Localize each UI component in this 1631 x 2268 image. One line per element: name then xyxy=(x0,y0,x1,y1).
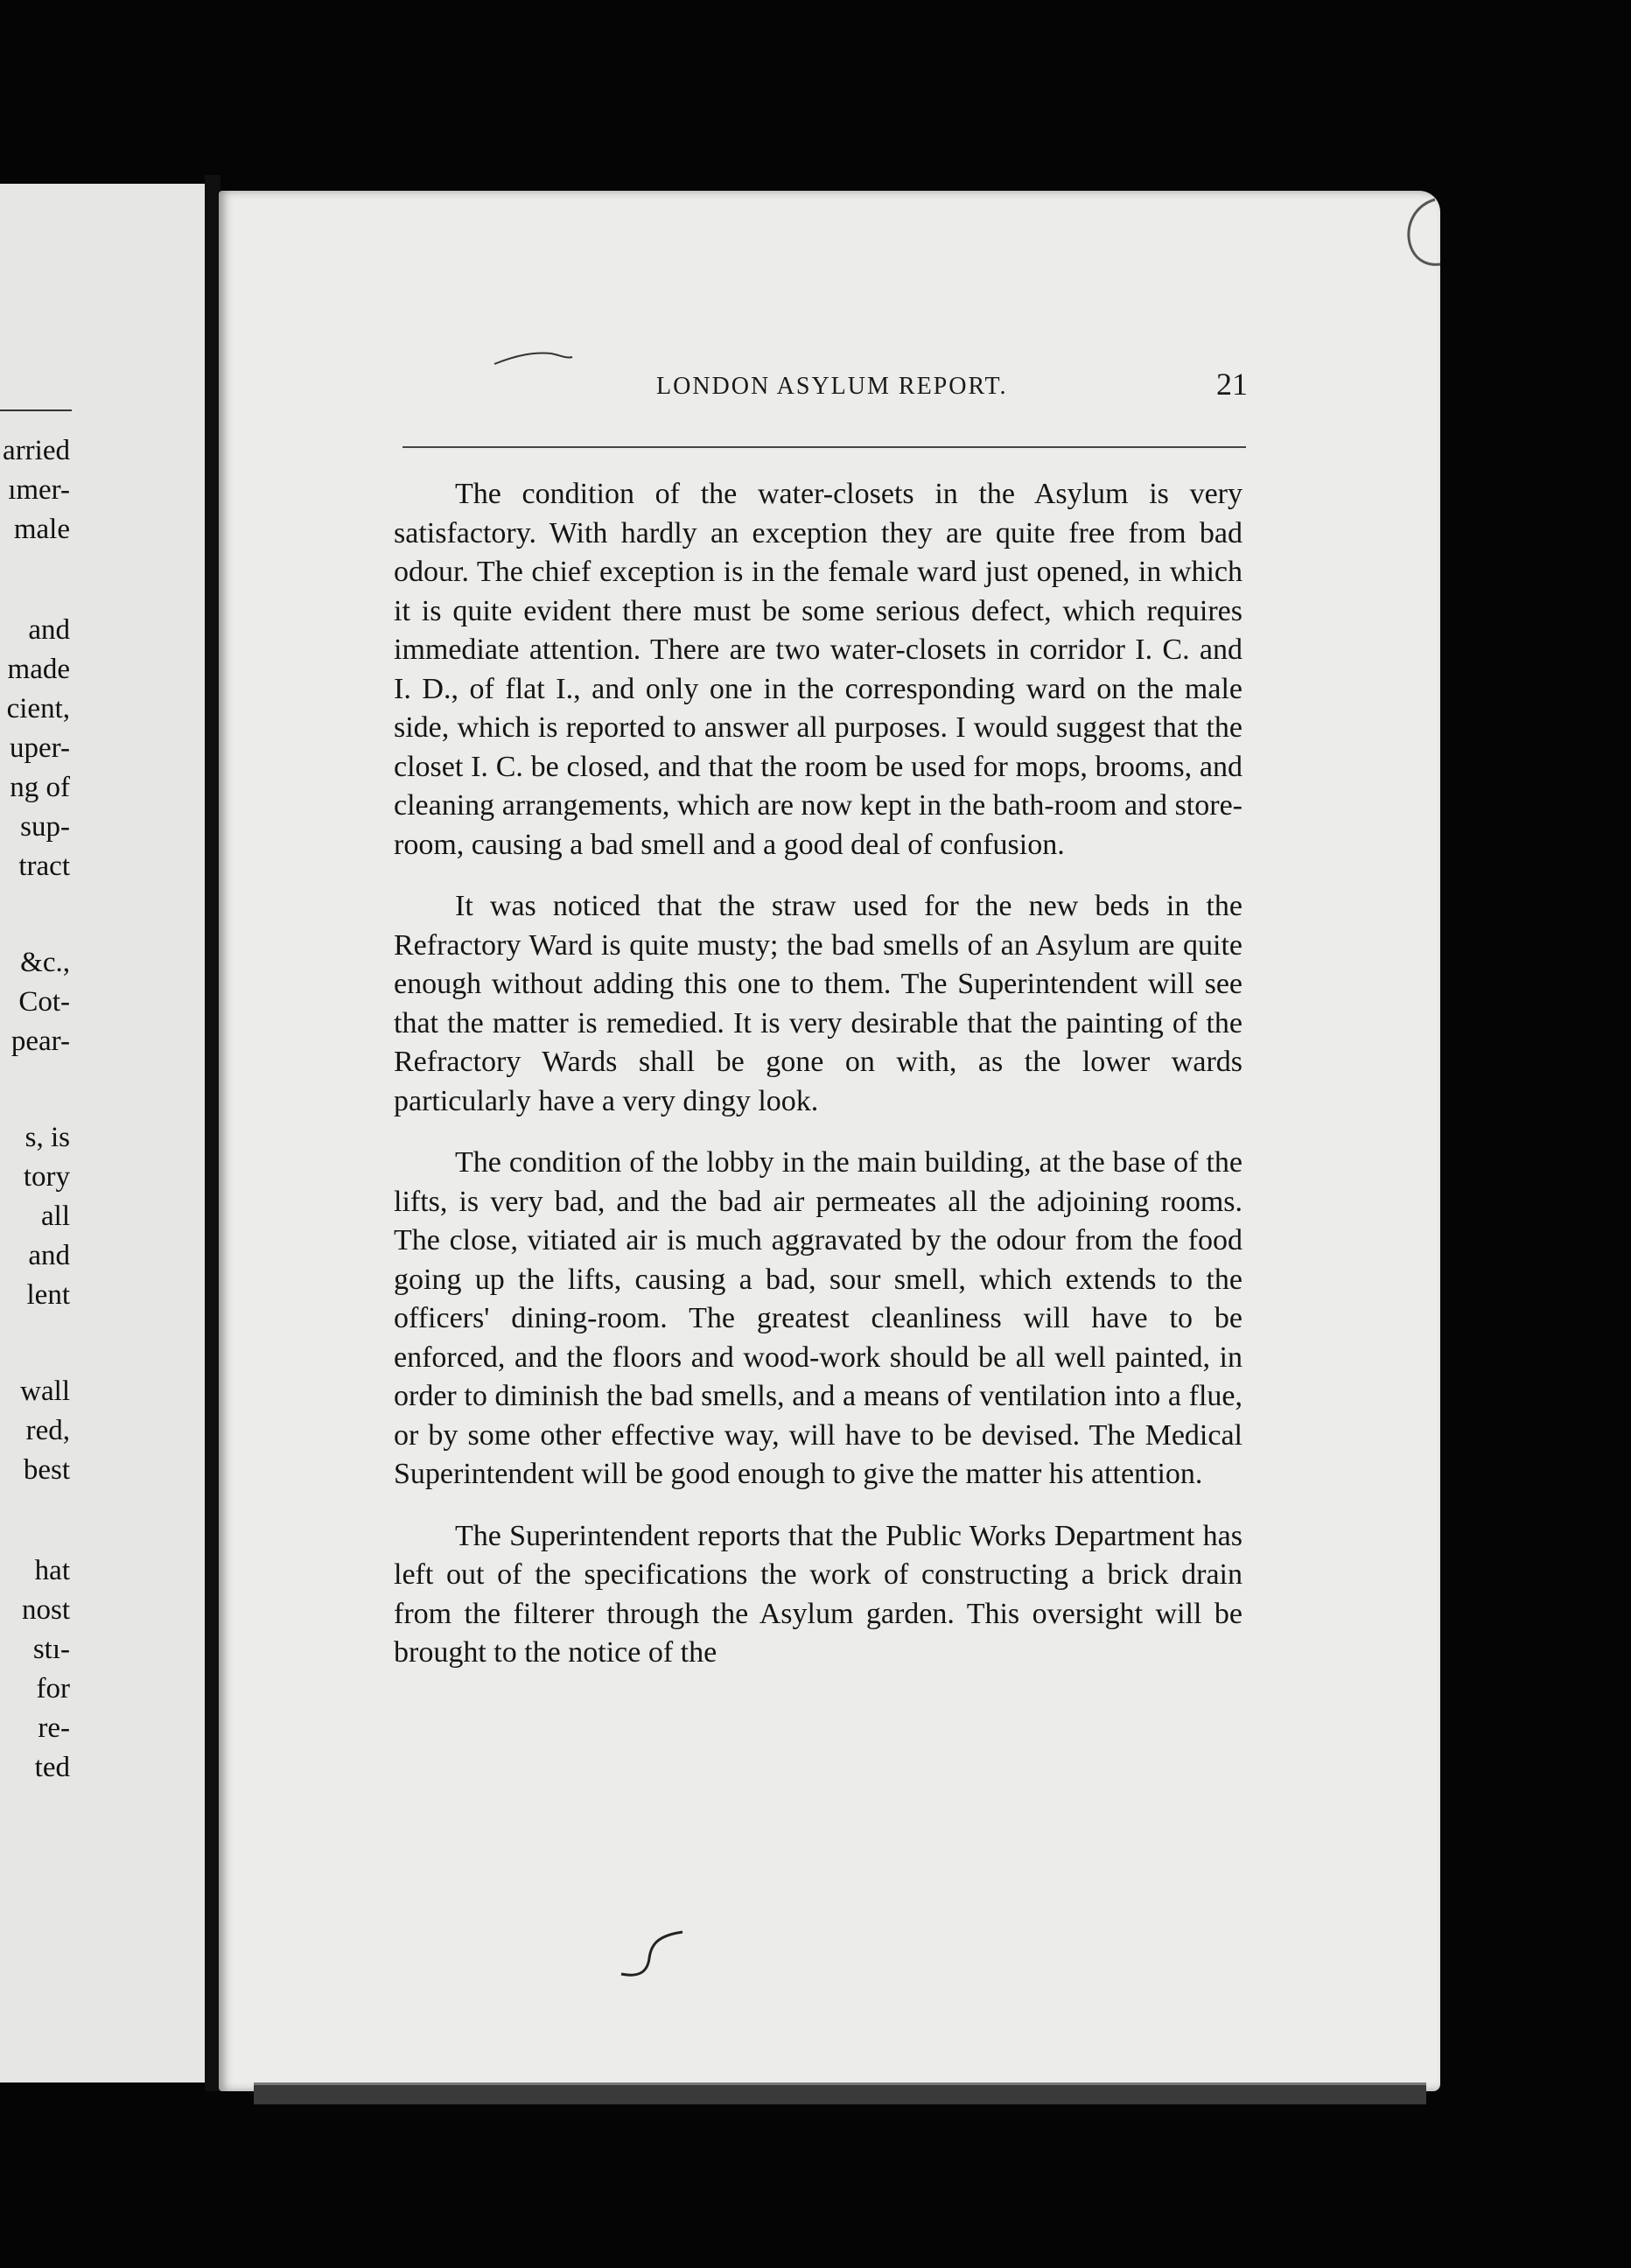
left-fragment-line: best xyxy=(23,1454,70,1486)
left-fragment-line: tory xyxy=(23,1161,70,1193)
left-fragment-line: s, is xyxy=(24,1122,70,1153)
paragraph: It was noticed that the straw used for the new beds in the Refractory Ward is quite musty; the bad smells of an Asylum are quite enough without adding this one to them. The Superintendent will see that the matter is remedied. It is very desirable that the painting of the Refractory Wards shall be gone on with, as the lower wards particularly have a very dingy look. xyxy=(394,890,1242,1117)
left-fragment-line: Cot- xyxy=(18,986,70,1018)
left-fragment-line: cient, xyxy=(6,693,70,724)
left-fragment-line: nost xyxy=(21,1594,70,1626)
page-number: 21 xyxy=(1216,367,1248,402)
left-fragment-line: tract xyxy=(18,850,70,882)
paragraph: The Superintendent reports that the Public Works Department has left out of the specifications the work of constructing a brick drain from the filterer through the Asylum garden. This oversight will be brought to the notice of the xyxy=(394,1519,1242,1669)
left-fragment-line: arried xyxy=(3,435,70,466)
page-bottom-edge xyxy=(254,2082,1426,2104)
body-text xyxy=(394,475,1242,1696)
left-fragment-line: made xyxy=(7,654,70,685)
left-fragment-line: hat xyxy=(34,1555,70,1586)
header-rule xyxy=(402,446,1246,448)
left-fragment-line: all xyxy=(41,1200,70,1232)
left-fragment-line: male xyxy=(13,514,70,545)
left-fragment-line: for xyxy=(36,1673,70,1704)
left-fragment-line: &c., xyxy=(20,947,70,978)
left-fragment-line: ımer- xyxy=(8,474,70,506)
left-page-fragment xyxy=(0,184,215,2082)
left-fragment-line: wall xyxy=(20,1376,70,1407)
paragraph: The condition of the water-closets in the Asylum is very satisfactory. With hardly an exception they are quite free from bad odour. The chief exception is in the female ward just opened, in which it is quite evident there must be some serious defect, which requires immediate attention. There are two water-closets in corridor I. C. and I. D., of flat I., and only one in the corresponding ward on the male side, which is reported to answer all purposes. I would suggest that the closet I. C. be closed, and that the room be used for mops, brooms, and cleaning arrangements, which are now kept in the bath-room and store-room, causing a bad smell and a good deal of confusion. xyxy=(394,478,1242,861)
left-fragment-line: ng of xyxy=(10,772,70,803)
left-fragment-line: stı- xyxy=(32,1634,70,1665)
handwritten-flourish xyxy=(612,1923,691,1984)
left-fragment-line: red, xyxy=(25,1415,70,1446)
left-fragment-line: uper- xyxy=(10,732,70,764)
left-fragment-line: lent xyxy=(26,1279,70,1311)
running-head: LONDON ASYLUM REPORT. xyxy=(656,373,1008,400)
pencil-mark xyxy=(490,340,578,374)
left-fragment-line: ted xyxy=(34,1752,70,1783)
left-page-rule xyxy=(0,410,72,411)
page-corner-curl xyxy=(1391,191,1444,278)
paragraph: The condition of the lobby in the main building, at the base of the lifts, is very bad, and the bad air permeates all the adjoining rooms. The close, vitiated air is much aggravated by the odour from the food going up the lifts, causing a bad, sour smell, which extends to the officers' dining-room. The greatest cleanliness will have to be enforced, and the floors and wood-work should be all well painted, in order to diminish the bad smells, and a means of ventilation into a flue, or by some other effective way, will have to be devised. The Medical Superintendent will be good enough to give the matter his attention. xyxy=(394,1146,1242,1490)
left-fragment-line: re- xyxy=(38,1712,70,1744)
report-page xyxy=(219,191,1440,2091)
left-fragment-line: pear- xyxy=(10,1026,70,1057)
left-fragment-line: and xyxy=(28,614,70,646)
left-fragment-line: sup- xyxy=(20,811,70,843)
left-fragment-line: and xyxy=(28,1240,70,1271)
